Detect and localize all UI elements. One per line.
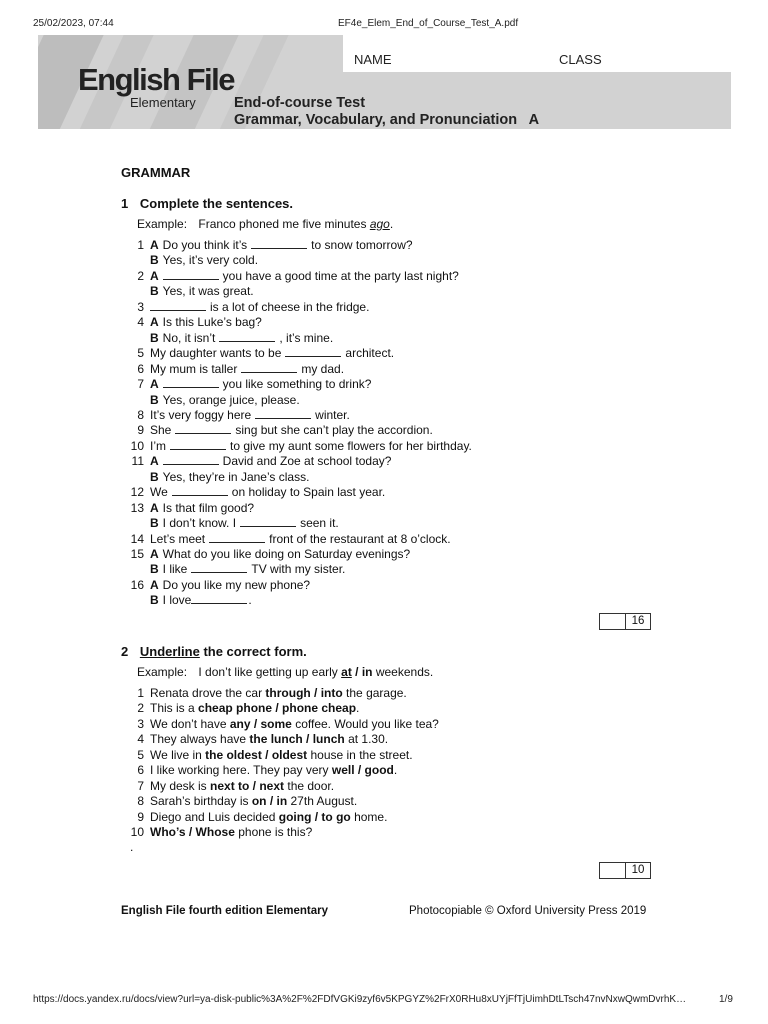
q1-example-label: Example: <box>137 217 188 231</box>
q2-example-pre: I don’t like getting up early <box>198 665 338 679</box>
sentence-end: , it’s mine. <box>279 330 334 345</box>
sentence-start: Do you think it’s <box>162 238 248 252</box>
q1-item <box>126 331 333 346</box>
sentence-start: I’m <box>150 438 166 453</box>
sentence-start: Do you like my new phone? <box>162 577 311 592</box>
answer-blank[interactable] <box>255 408 311 419</box>
q1-item <box>126 593 252 608</box>
sentence-end: the garage. <box>342 686 407 700</box>
q1-item <box>126 423 433 438</box>
item-number: 13 <box>130 500 144 515</box>
item-number: 8 <box>137 794 144 809</box>
stray-dot: . <box>130 840 134 854</box>
sentence-start: They always have <box>150 732 250 747</box>
sentence-end: . <box>248 593 252 608</box>
q1-item <box>126 516 339 531</box>
print-url: https://docs.yandex.ru/docs/view?url=ya-disk-public%3A%2F%2FDfVGKi9zyf6v5KPGYZ%2FrX0RHu8xUYjFfTjUimhDtLTsch47nvNxwQwmDvrhK… <box>33 994 687 1005</box>
sentence-start: My mum is taller <box>150 361 238 376</box>
answer-options[interactable]: Who’s / Whose <box>150 825 235 840</box>
sentence-end: 27th August. <box>287 794 358 809</box>
item-number: 2 <box>137 701 144 716</box>
q1-item <box>126 547 410 562</box>
q1-item <box>126 470 309 485</box>
name-class-box <box>343 35 731 72</box>
item-number: 4 <box>137 732 144 747</box>
footer-copyright: Photocopiable © Oxford University Press 2019 <box>409 905 647 917</box>
sentence-start: We live in <box>150 747 206 762</box>
q2-item <box>126 810 387 825</box>
speaker-label: B <box>150 253 159 268</box>
answer-blank[interactable] <box>240 516 296 527</box>
q2-item <box>126 717 439 732</box>
answer-blank[interactable] <box>163 269 219 280</box>
item-number: 14 <box>130 531 144 546</box>
q2-example-alt: in <box>361 665 373 679</box>
sentence-start: Is that film good? <box>162 500 255 515</box>
print-datetime: 25/02/2023, 07:44 <box>33 18 114 29</box>
answer-blank[interactable] <box>170 439 226 450</box>
q2-example-post: weekends. <box>375 665 434 679</box>
grammar-heading: GRAMMAR <box>121 165 191 180</box>
answer-options[interactable]: going / to go <box>278 809 351 824</box>
q2-number: 2 <box>121 644 129 659</box>
logo-subtitle: Elementary <box>130 95 196 110</box>
q2-item <box>126 825 312 840</box>
answer-options[interactable]: any / some <box>229 716 292 731</box>
test-title-line1: End-of-course Test <box>234 95 366 111</box>
answer-blank[interactable] <box>163 454 219 465</box>
q1-item <box>126 238 413 253</box>
sentence-start: Let’s meet <box>150 531 206 546</box>
item-number: 16 <box>130 577 144 592</box>
answer-blank[interactable] <box>209 532 265 543</box>
test-title-line2: Grammar, Vocabulary, and Pronunciation A <box>234 112 540 128</box>
q1-item <box>126 439 472 454</box>
sentence-start: Is this Luke’s bag? <box>162 315 262 330</box>
sentence-end: home. <box>350 809 388 824</box>
sentence-start: Renata drove the car <box>150 686 266 700</box>
q2-title <box>121 644 307 659</box>
answer-blank[interactable] <box>175 423 231 434</box>
answer-blank[interactable] <box>150 300 206 311</box>
q1-score-total: 16 <box>631 615 645 627</box>
item-number: 10 <box>130 825 144 840</box>
item-number: 2 <box>137 268 144 283</box>
speaker-label: A <box>150 547 159 561</box>
speaker-label: A <box>150 377 159 392</box>
sentence-start: Yes, orange juice, please. <box>162 392 300 407</box>
q1-item <box>126 362 344 377</box>
sentence-start: What do you like doing on Saturday evenings? <box>162 547 411 561</box>
speaker-label: B <box>150 516 159 531</box>
q1-item <box>126 346 394 361</box>
sentence-start: We <box>150 485 168 500</box>
answer-options[interactable]: well / good <box>331 763 394 778</box>
answer-blank[interactable] <box>241 362 297 373</box>
item-number: 3 <box>137 716 144 731</box>
sentence-end: my dad. <box>301 361 345 376</box>
item-number: 10 <box>130 438 144 453</box>
q1-item <box>126 284 254 299</box>
q2-example-label: Example: <box>137 665 188 679</box>
item-number: 5 <box>137 346 144 361</box>
speaker-label: A <box>150 500 159 515</box>
q1-item <box>126 315 262 330</box>
sentence-end: . <box>356 701 360 716</box>
q1-item <box>126 253 258 268</box>
class-label: CLASS <box>559 52 602 67</box>
answer-options[interactable]: the lunch / lunch <box>249 732 345 747</box>
item-number: 9 <box>137 809 144 824</box>
q2-item <box>126 701 359 716</box>
speaker-label: A <box>150 577 159 592</box>
sentence-start: I like <box>162 562 188 577</box>
item-number: 11 <box>131 454 144 469</box>
q2-score-box <box>599 862 651 879</box>
sentence-end: winter. <box>315 407 350 422</box>
q1-number: 1 <box>121 196 129 211</box>
item-number: 12 <box>130 485 144 500</box>
q1-item <box>126 454 391 469</box>
sentence-end: seen it. <box>300 516 339 531</box>
test-title <box>234 95 539 129</box>
q1-score-box <box>599 613 651 630</box>
item-number: 4 <box>137 315 144 330</box>
sentence-end: you like something to drink? <box>222 377 372 392</box>
item-number: 5 <box>137 747 144 762</box>
answer-blank[interactable] <box>251 238 307 249</box>
q1-item <box>126 485 385 500</box>
sentence-start: I like working here. They pay very <box>150 763 332 778</box>
logo-title: English File <box>78 62 234 97</box>
q2-example <box>137 665 433 680</box>
sentence-start: I don’t know. I <box>162 516 237 531</box>
sentence-end: architect. <box>345 346 395 361</box>
sentence-start: It’s very foggy here <box>150 407 252 422</box>
sentence-end: front of the restaurant at 8 o’clock. <box>269 531 451 546</box>
q2-item <box>126 794 357 809</box>
sentence-start: Sarah’s birthday is <box>150 794 252 809</box>
sentence-start: We don’t have <box>150 716 230 731</box>
item-number: 1 <box>137 238 144 252</box>
sentence-end: coffee. Would you like tea? <box>291 716 439 731</box>
speaker-label: B <box>150 330 159 345</box>
header-banner <box>38 35 731 129</box>
sentence-start: Yes, it was great. <box>162 284 254 299</box>
item-number: 7 <box>137 778 144 793</box>
print-page-number: 1/9 <box>719 994 733 1005</box>
answer-blank[interactable] <box>191 562 247 573</box>
speaker-label: A <box>150 238 159 252</box>
item-number: 8 <box>137 407 144 422</box>
sentence-start: My daughter wants to be <box>150 346 282 361</box>
item-number: 7 <box>137 377 144 392</box>
item-number: 9 <box>137 423 144 438</box>
item-number: 1 <box>137 686 144 700</box>
answer-blank[interactable] <box>285 346 341 357</box>
answer-options[interactable]: the oldest / oldest <box>205 747 308 762</box>
q1-item <box>126 377 371 392</box>
item-number: 15 <box>130 547 144 561</box>
footer-edition: English File fourth edition Elementary <box>121 905 329 917</box>
sentence-end: . <box>393 763 398 778</box>
sentence-end: at 1.30. <box>344 732 389 747</box>
sentence-start: My desk is <box>150 778 211 793</box>
answer-options[interactable]: next to / next <box>210 778 285 793</box>
q2-item <box>126 686 407 701</box>
q1-item <box>126 393 300 408</box>
q1-item <box>126 269 459 284</box>
speaker-label: A <box>150 315 159 330</box>
q1-item <box>126 532 451 547</box>
q1-item <box>126 501 254 516</box>
q1-title <box>121 196 293 211</box>
q2-item <box>126 732 388 747</box>
answer-blank[interactable] <box>163 377 219 388</box>
sentence-end: phone is this? <box>234 825 313 840</box>
speaker-label: A <box>150 454 159 469</box>
sentence-start: No, it isn’t <box>162 330 216 345</box>
q2-item <box>126 763 397 778</box>
q2-score-input[interactable] <box>600 863 626 878</box>
q1-item <box>126 300 369 315</box>
answer-blank[interactable] <box>219 331 275 342</box>
item-number: 3 <box>137 299 144 314</box>
sentence-end: on holiday to Spain last year. <box>231 485 386 500</box>
q2-score-total: 10 <box>631 864 645 876</box>
answer-options[interactable]: on / in <box>251 794 288 809</box>
sentence-start: Yes, it’s very cold. <box>162 253 259 268</box>
sentence-end: the door. <box>284 778 335 793</box>
speaker-label: B <box>150 469 159 484</box>
q1-item <box>126 578 310 593</box>
item-number: 6 <box>137 763 144 778</box>
speaker-label: B <box>150 392 159 407</box>
q2-example-sep: / <box>351 665 362 679</box>
item-number: 6 <box>137 361 144 376</box>
sentence-end: is a lot of cheese in the fridge. <box>210 299 370 314</box>
speaker-label: A <box>150 268 159 283</box>
sentence-start: She <box>150 423 172 438</box>
print-doc-title: EF4e_Elem_End_of_Course_Test_A.pdf <box>338 18 519 29</box>
q2-example-answer: at <box>341 665 352 679</box>
q2-item <box>126 748 413 763</box>
sentence-end: to snow tomorrow? <box>311 238 413 252</box>
q1-example-answer: ago <box>369 217 390 231</box>
speaker-label: B <box>150 593 159 608</box>
q1-example: Example: Franco phoned me five minutes ago. <box>137 217 394 231</box>
answer-blank[interactable] <box>172 485 228 496</box>
sentence-end: you have a good time at the party last night? <box>222 268 459 283</box>
speaker-label: B <box>150 562 159 577</box>
sentence-start: I love <box>162 593 192 608</box>
name-label: NAME <box>354 52 392 67</box>
answer-options[interactable]: cheap phone / phone cheap <box>198 701 357 716</box>
sentence-end: sing but she can’t play the accordion. <box>235 423 433 438</box>
sentence-end: house in the street. <box>307 747 413 762</box>
q2-instruction-underline: Underline <box>139 644 200 659</box>
q2-item <box>126 779 334 794</box>
q1-instruction: Complete the sentences. <box>139 196 294 211</box>
answer-blank[interactable] <box>191 593 247 604</box>
q1-example-text: Franco phoned me five minutes <box>198 217 367 231</box>
answer-options[interactable]: through / into <box>265 686 343 700</box>
q1-score-input[interactable] <box>600 614 626 629</box>
sentence-end: to give my aunt some flowers for her birthday. <box>230 438 472 453</box>
q1-item <box>126 562 345 577</box>
speaker-label: B <box>150 284 159 299</box>
sentence-end: David and Zoe at school today? <box>222 454 392 469</box>
q2-instruction-rest: the correct form. <box>199 644 307 659</box>
sentence-start: Diego and Luis decided <box>150 809 279 824</box>
sentence-start: Yes, they’re in Jane’s class. <box>162 469 310 484</box>
sentence-start: This is a <box>150 701 199 716</box>
q1-item <box>126 408 350 423</box>
sentence-end: TV with my sister. <box>251 562 346 577</box>
